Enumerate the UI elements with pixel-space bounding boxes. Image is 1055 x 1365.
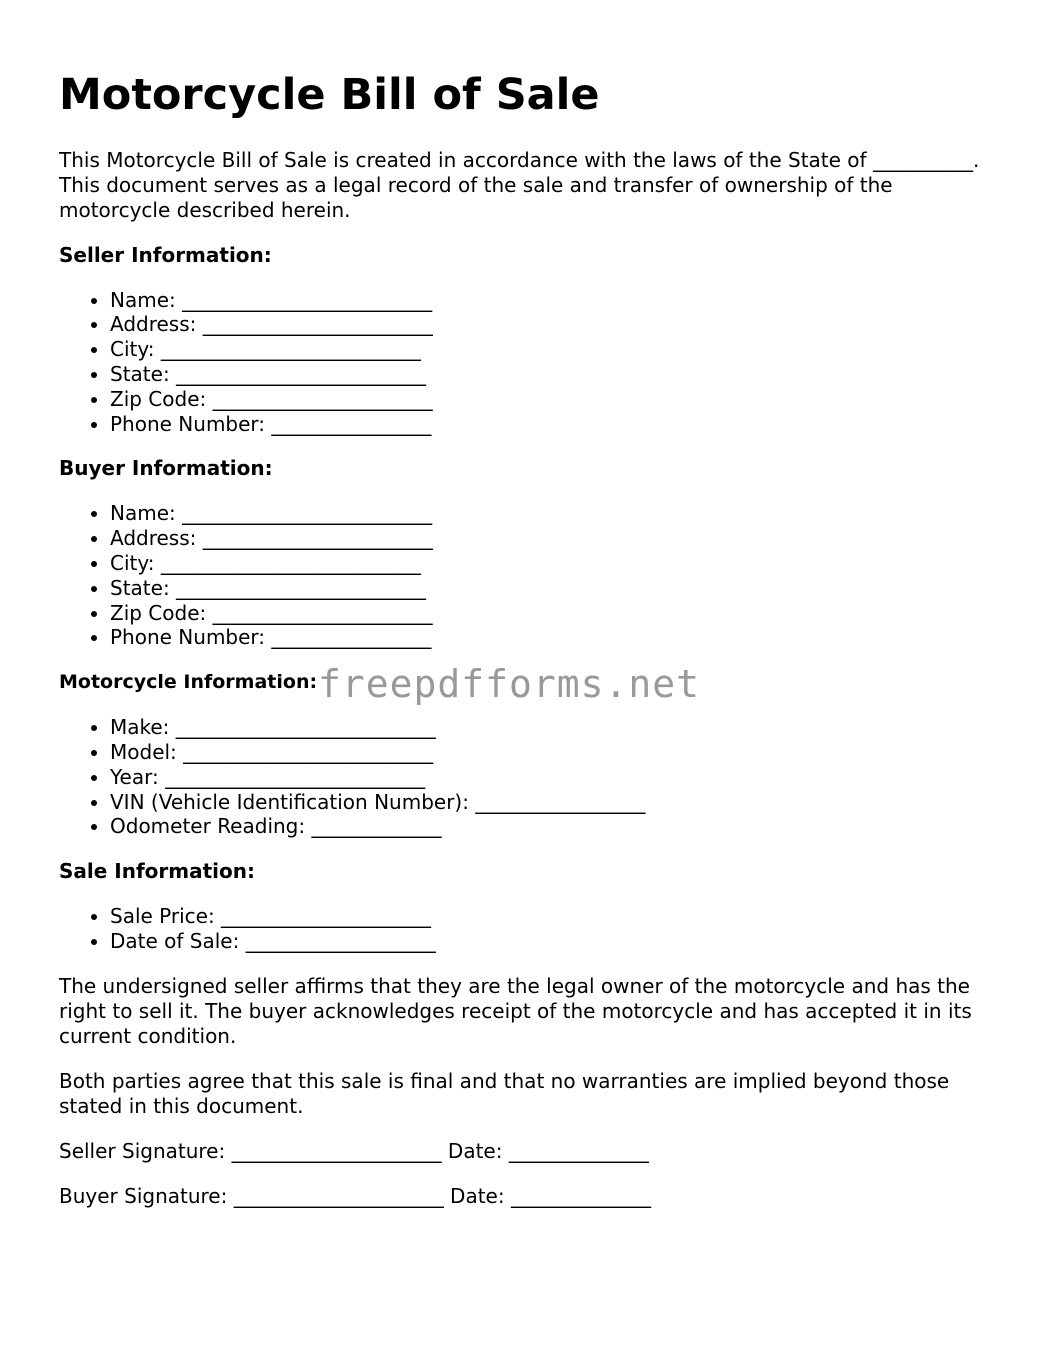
list-item: • Phone Number: ________________ <box>110 412 1009 437</box>
list-item: • Address: _______________________ <box>110 312 1009 337</box>
motorcycle-heading: Motorcycle Information: <box>59 671 318 694</box>
list-item: • Zip Code: ______________________ <box>110 601 1009 626</box>
list-item: • State: _________________________ <box>110 576 1009 601</box>
sale-list <box>59 904 1009 954</box>
list-item: • VIN (Vehicle Identification Number): _________________ <box>110 790 1009 815</box>
list-item: • State: _________________________ <box>110 362 1009 387</box>
sale-heading: Sale Information: <box>59 859 255 884</box>
list-item: • Year: __________________________ <box>110 765 1009 790</box>
list-item: • Phone Number: ________________ <box>110 625 1009 650</box>
buyer-heading: Buyer Information: <box>59 456 273 481</box>
list-item: • City: __________________________ <box>110 551 1009 576</box>
buyer-list <box>59 501 1009 650</box>
buyer-signature-line: Buyer Signature: _____________________ Date: ______________ <box>59 1183 651 1208</box>
list-item: • Odometer Reading: _____________ <box>110 814 1009 839</box>
seller-heading: Seller Information: <box>59 242 272 267</box>
final-paragraph: Both parties agree that this sale is final and that no warranties are implied beyond those stated in this document. <box>59 1068 950 1118</box>
page-title: Motorcycle Bill of Sale <box>59 70 600 120</box>
list-item: • Name: _________________________ <box>110 501 1009 526</box>
list-item: • Address: _______________________ <box>110 526 1009 551</box>
list-item: • Date of Sale: ___________________ <box>110 929 1009 954</box>
list-item: • City: __________________________ <box>110 337 1009 362</box>
seller-signature-line: Seller Signature: _____________________ Date: ______________ <box>59 1138 649 1163</box>
list-item: • Sale Price: _____________________ <box>110 904 1009 929</box>
motorcycle-list <box>59 715 1009 839</box>
document-page <box>59 70 1009 1229</box>
list-item: • Name: _________________________ <box>110 288 1009 313</box>
list-item: • Model: _________________________ <box>110 740 1009 765</box>
watermark: freepdfforms.net <box>318 662 701 706</box>
affirm-paragraph: The undersigned seller affirms that they are the legal owner of the motorcycle and has the right to sell it. The buyer acknowledges receipt of the motorcycle and has accepted it in its current condition. <box>59 973 972 1048</box>
list-item: • Make: __________________________ <box>110 715 1009 740</box>
intro-paragraph: This Motorcycle Bill of Sale is created in accordance with the laws of the State of __________. This document serves as a legal record of the sale and transfer of ownership of the motorcycle described herein. <box>59 147 980 222</box>
list-item: • Zip Code: ______________________ <box>110 387 1009 412</box>
seller-list <box>59 288 1009 437</box>
